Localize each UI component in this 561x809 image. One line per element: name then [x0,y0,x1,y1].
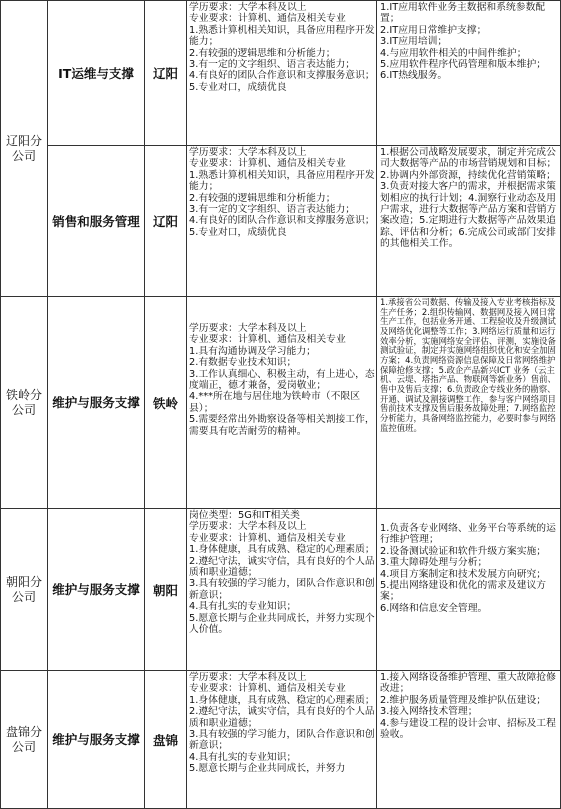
company-cell: 辽阳分公司 [1,1,48,297]
position-cell: 维护与服务支撑 [48,509,145,671]
company-cell: 朝阳分公司 [1,509,48,671]
table-row [1,146,561,297]
requirements-cell: 岗位类型：5G和IT相关类 学历要求：大学本科及以上 专业要求：计算机、通信及相关专业 1.身体健康，具有成熟、稳定的心理素质； 2.遵纪守法，诚实守信，具有良好的个人品质和职业道德； 3.具有较强的学习能力，团队合作意识和创新意识； 4.具有扎实的专业知识； 5.愿意长期与企业共同成长，并努力实现个人价值。 [187,509,377,671]
location-cell: 辽阳 [145,1,187,146]
duties-cell: 1.负责各专业网络、业务平台等系统的运行维护管理； 2.设备测试验证和软件升级方案实施； 3.重大障碍处理与分析； 4.项目方案制定和技术发展方向研究； 5.提出网络建设和优化的需求及建议方案； 6.网络和信息安全管理。 [377,509,561,671]
location-cell: 铁岭 [145,297,187,509]
requirements-cell: 学历要求：大学本科及以上 专业要求：计算机、通信及相关专业 1.身体健康，具有成熟、稳定的心理素质； 2.遵纪守法，诚实守信，具有良好的个人品质和职业道德； 3.具有较强的学习能力，团队合作意识和创新意识； 4.具有扎实的专业知识； 5.愿意长期与企业共同成长，并努力 [187,671,377,809]
location-cell: 辽阳 [145,146,187,297]
position-cell: IT运维与支撑 [48,1,145,146]
duties-cell: 1.根据公司战略发展要求，制定并完成公司大数据等产品的市场营销规划和目标；2.协调内外部资源，持续优化营销策略；3.负责对接大客户的需求，并根据需求策划相应的执行计划；4.洞察行业动态及用户需求，进行大数据等产品方案和营销方案改造；5.定期进行大数据等产品效果追踪、评估和分析；6.完成公司或部门安排的其他相关工作。 [377,146,561,297]
requirements-cell: 学历要求：大学本科及以上 专业要求：计算机、通信及相关专业 1.熟悉计算机相关知识，具备应用程序开发能力； 2.有较强的逻辑思维和分析能力； 3.有一定的文字组织、语言表达能力； 4.有良好的团队合作意识和支撑服务意识； 5.专业对口，成绩优良 [187,146,377,297]
requirements-cell: 学历要求：大学本科及以上 专业要求：计算机、通信及相关专业 1.具有沟通协调及学习能力； 2.有数据专业技术知识； 3.工作认真细心、积极主动，有上进心，态度端正，德才兼备，爱岗敬业； 4.***所在地与居住地为铁岭市（不限区县）； 5.需要经常出外勘察设备等相关割接工作，需要具有吃苦耐劳的精神。 [187,297,377,509]
position-cell: 销售和服务管理 [48,146,145,297]
company-cell: 盘锦分公司 [1,671,48,809]
position-cell: 维护与服务支撑 [48,297,145,509]
duties-cell: 1.承接省公司数据、传输及接入专业考核指标及生产任务；2.组织传输网、数据网及接入网日常生产工作，包括业务开通、工程验收及升级测试及网络优化调整等工作；3.网络运行质量和运行效率分析，实施网络安全评估、评测，实施设备测试验证，制定并实施网络组织优化和安全加固方案；4.负责网络资源信息保障及日常网络维护保障抢修支撑；5.政企产品新兴ICT 业务（云主机、云堤、塔指产品、物联网等新业务）售前、售中及售后支撑；6.负责政企专线业务的勘察、开通、调试及割接调整工作，参与客户网络项目售前技术支撑及售后服务故障处理；7.网络监控分析能力，具备网络监控能力，必要时参与网络监控值班。 [377,297,561,509]
table-row [1,1,561,146]
duties-cell: 1.接入网络设备维护管理、重大故障抢修改进； 2.维护服务质量管理及维护队伍建设； 3.接入网络技术管理； 4.参与建设工程的设计会审、招标及工程验收。 [377,671,561,809]
table-row [1,671,561,809]
company-cell: 铁岭分公司 [1,297,48,509]
location-cell: 盘锦 [145,671,187,809]
duties-cell: 1.IT应用软件业务主数据和系统参数配置； 2.IT应用日常维护支撑； 3.IT应用培训； 4.与应用软件相关的中间件维护； 5.应用软件程序代码管理和版本维护； 6.IT热线服务。 [377,1,561,146]
table-row [1,509,561,671]
requirements-cell: 学历要求：大学本科及以上 专业要求：计算机、通信及相关专业 1.熟悉计算机相关知识，具备应用程序开发能力； 2.有较强的逻辑思维和分析能力； 3.有一定的文字组织、语言表达能力； 4.有良好的团队合作意识和支撑服务意识； 5.专业对口，成绩优良 [187,1,377,146]
position-cell: 维护与服务支撑 [48,671,145,809]
table-row [1,297,561,509]
location-cell: 朝阳 [145,509,187,671]
